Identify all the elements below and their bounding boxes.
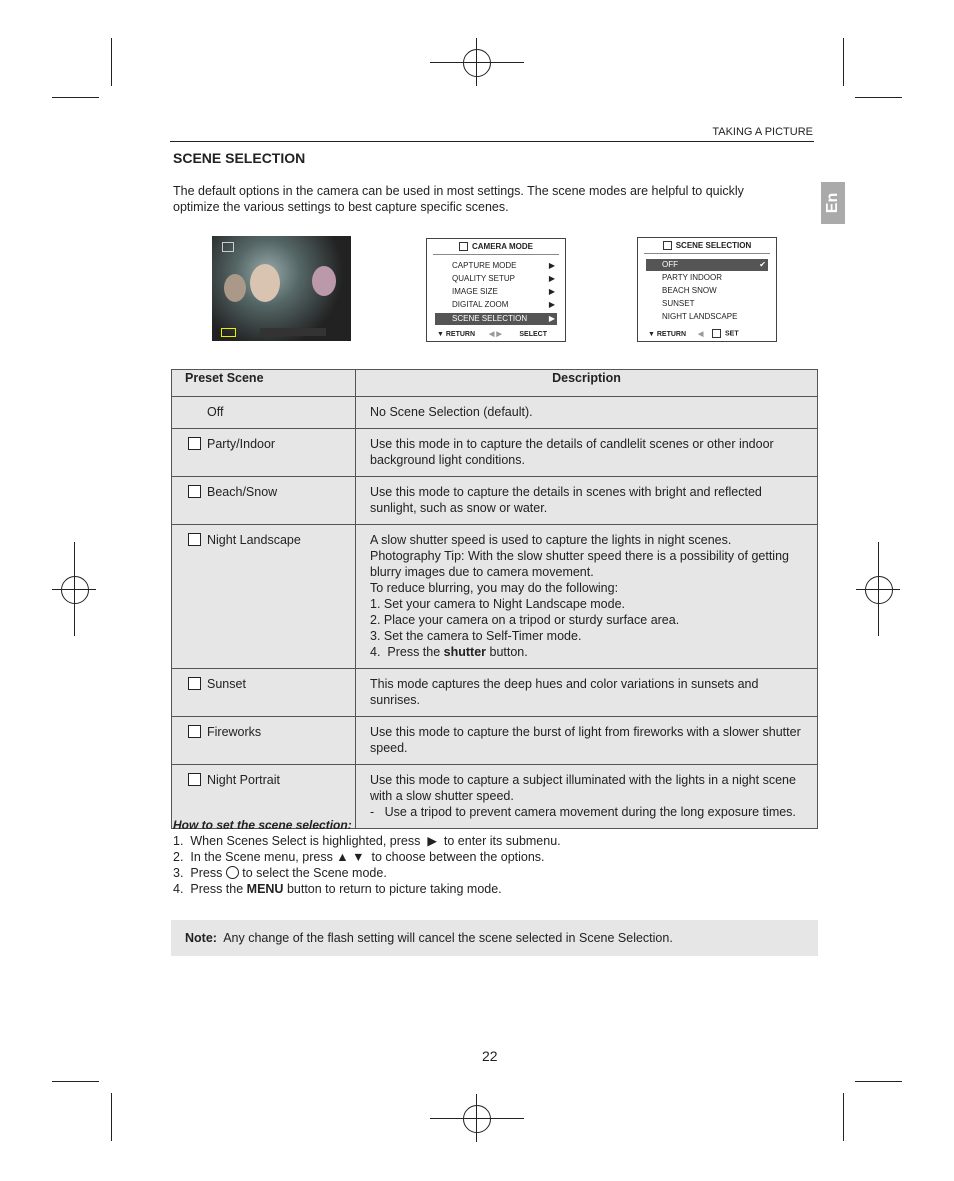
crop-mark — [52, 1081, 99, 1082]
check-icon: ✔ — [759, 260, 766, 269]
camera-menu-title: CAMERA MODE — [427, 239, 565, 251]
scene-description: Use this mode to capture the details in scenes with bright and reflected sunlight, such as snow or water. — [356, 477, 818, 525]
note-label: Note: — [185, 931, 217, 945]
table-row — [172, 477, 818, 525]
registration-mark — [430, 62, 524, 63]
scene-item-sunset[interactable]: SUNSET — [662, 299, 695, 308]
preset-scene-table — [171, 369, 818, 829]
right-arrow-icon: ▶ — [427, 834, 437, 848]
left-right-arrows-icon: ◀ ▶ — [489, 331, 502, 338]
list-item: 1. Set your camera to Night Landscape mode. — [370, 597, 626, 611]
scene-item-night-landscape[interactable]: NIGHT LANDSCAPE — [662, 312, 738, 321]
live-view-screen — [212, 236, 351, 341]
zoom-bar — [260, 328, 326, 336]
column-header-preset-scene: Preset Scene — [172, 370, 356, 397]
down-arrow-icon: ▼ — [352, 850, 365, 864]
scene-description: No Scene Selection (default). — [356, 397, 818, 429]
scene-name: Night Portrait — [207, 773, 280, 787]
scene-name: Sunset — [207, 677, 246, 691]
section-header: TAKING A PICTURE — [712, 126, 813, 138]
page-number: 22 — [482, 1048, 498, 1064]
party-indoor-icon — [188, 437, 201, 450]
page-title: SCENE SELECTION — [173, 150, 306, 166]
registration-mark — [61, 576, 89, 604]
ok-button-icon — [226, 866, 239, 879]
return-label: ▼ RETURN — [437, 331, 476, 338]
scene-item-beach-snow[interactable]: BEACH SNOW — [662, 286, 717, 295]
list-item: 4. Press the MENU button to return to picture taking mode. — [173, 882, 502, 896]
battery-icon — [221, 328, 236, 337]
beach-snow-icon — [188, 485, 201, 498]
scene-name: Night Landscape — [207, 533, 301, 547]
right-arrow-icon: ▶ — [548, 261, 555, 270]
scene-description: Use this mode to capture the burst of light from fireworks with a slower shutter speed. — [356, 717, 818, 765]
scene-name: Party/Indoor — [207, 437, 276, 451]
list-item: 2. Place your camera on a tripod or sturdy surface area. — [370, 613, 680, 627]
crop-mark — [111, 1093, 112, 1141]
scene-description: This mode captures the deep hues and color variations in sunsets and sunrises. — [356, 669, 818, 717]
menu-item-capture-mode[interactable]: CAPTURE MODE ▶ — [452, 261, 555, 270]
sunset-icon — [188, 677, 201, 690]
table-row — [172, 429, 818, 477]
scene-selection-menu — [637, 237, 777, 342]
registration-mark — [74, 542, 75, 636]
menu-item-image-size[interactable]: IMAGE SIZE ▶ — [452, 287, 555, 296]
crop-mark — [855, 97, 902, 98]
list-item: 3. Press to select the Scene mode. — [173, 866, 387, 880]
intro-paragraph: The default options in the camera can be used in most settings. The scene modes are helpful to quickly optimize the various settings to best capture specific scenes. — [173, 184, 744, 214]
registration-mark — [476, 38, 477, 86]
left-arrow-icon: ◀ — [698, 331, 704, 338]
scene-description: A slow shutter speed is used to capture the lights in night scenes. Photography Tip: With the slow shutter speed there is a possibility of getting blurry images due to camera movement. To reduce blurring, you may do the following: 1. Set your camera to Night Landscape mode. 2. Place your camera on a tripod or sturdy surface area. 3. Set the camera to Self-Timer mode. 4. Press the shutter button. — [356, 525, 818, 669]
photo-subject — [224, 274, 246, 302]
language-tab: En — [821, 182, 845, 224]
menu-item-quality-setup[interactable]: QUALITY SETUP ▶ — [452, 274, 555, 283]
scene-name: Fireworks — [207, 725, 262, 739]
table-row — [172, 525, 818, 669]
header-rule — [170, 141, 814, 142]
list-item: 4. Press the shutter button. — [370, 645, 528, 659]
scene-menu-title: SCENE SELECTION — [638, 238, 776, 250]
up-arrow-icon: ▲ — [336, 850, 349, 864]
right-arrow-icon: ▶ — [548, 274, 555, 283]
table-row — [172, 717, 818, 765]
registration-mark — [463, 49, 491, 77]
night-portrait-icon — [188, 773, 201, 786]
registration-mark — [430, 1118, 524, 1119]
column-header-description: Description — [356, 370, 818, 397]
list-item: 3. Set the camera to Self-Timer mode. — [370, 629, 582, 643]
list-item: 2. In the Scene menu, press ▲ ▼ to choose between the options. — [173, 850, 545, 864]
table-header-row — [172, 370, 818, 397]
menu-item-scene-selection[interactable]: SCENE SELECTION ▶ — [435, 313, 557, 325]
right-arrow-icon: ▶ — [548, 314, 555, 323]
set-label: SET — [712, 329, 739, 338]
registration-mark — [865, 576, 893, 604]
scene-icon — [663, 241, 672, 250]
return-label: ▼ RETURN — [648, 331, 687, 338]
crop-mark — [843, 1093, 844, 1141]
table-row — [172, 669, 818, 717]
right-arrow-icon: ▶ — [548, 287, 555, 296]
registration-mark — [463, 1105, 491, 1133]
ok-button-icon — [712, 329, 721, 338]
fireworks-icon — [188, 725, 201, 738]
table-row — [172, 397, 818, 429]
photo-subject — [312, 266, 336, 296]
scene-description: Use this mode in to capture the details of candlelit scenes or other indoor background light conditions. — [356, 429, 818, 477]
crop-mark — [52, 97, 99, 98]
right-arrow-icon: ▶ — [548, 300, 555, 309]
camera-icon — [222, 242, 234, 252]
howto-section — [173, 817, 561, 897]
night-landscape-icon — [188, 533, 201, 546]
crop-mark — [843, 38, 844, 86]
list-item: 1. When Scenes Select is highlighted, press ▶ to enter its submenu. — [173, 834, 561, 848]
menu-item-digital-zoom[interactable]: DIGITAL ZOOM ▶ — [452, 300, 555, 309]
note-text: Any change of the flash setting will cancel the scene selected in Scene Selection. — [223, 931, 673, 945]
scene-description: Use this mode to capture a subject illuminated with the lights in a night scene with a slow shutter speed. - Use a tripod to prevent camera movement during the long exposure times. — [356, 765, 818, 829]
scene-item-off[interactable]: OFF ✔ — [646, 259, 768, 271]
camera-icon — [459, 242, 468, 251]
crop-mark — [111, 38, 112, 86]
crop-mark — [855, 1081, 902, 1082]
registration-mark — [878, 542, 879, 636]
select-label: SELECT — [519, 331, 547, 338]
scene-name: Beach/Snow — [207, 485, 278, 499]
note-box — [171, 920, 818, 956]
registration-mark — [476, 1094, 477, 1142]
camera-mode-menu — [426, 238, 566, 342]
howto-heading: How to set the scene selection: — [173, 818, 352, 832]
scene-item-party-indoor[interactable]: PARTY INDOOR — [662, 273, 723, 282]
scene-name: Off — [207, 405, 224, 419]
photo-subject — [250, 264, 280, 302]
